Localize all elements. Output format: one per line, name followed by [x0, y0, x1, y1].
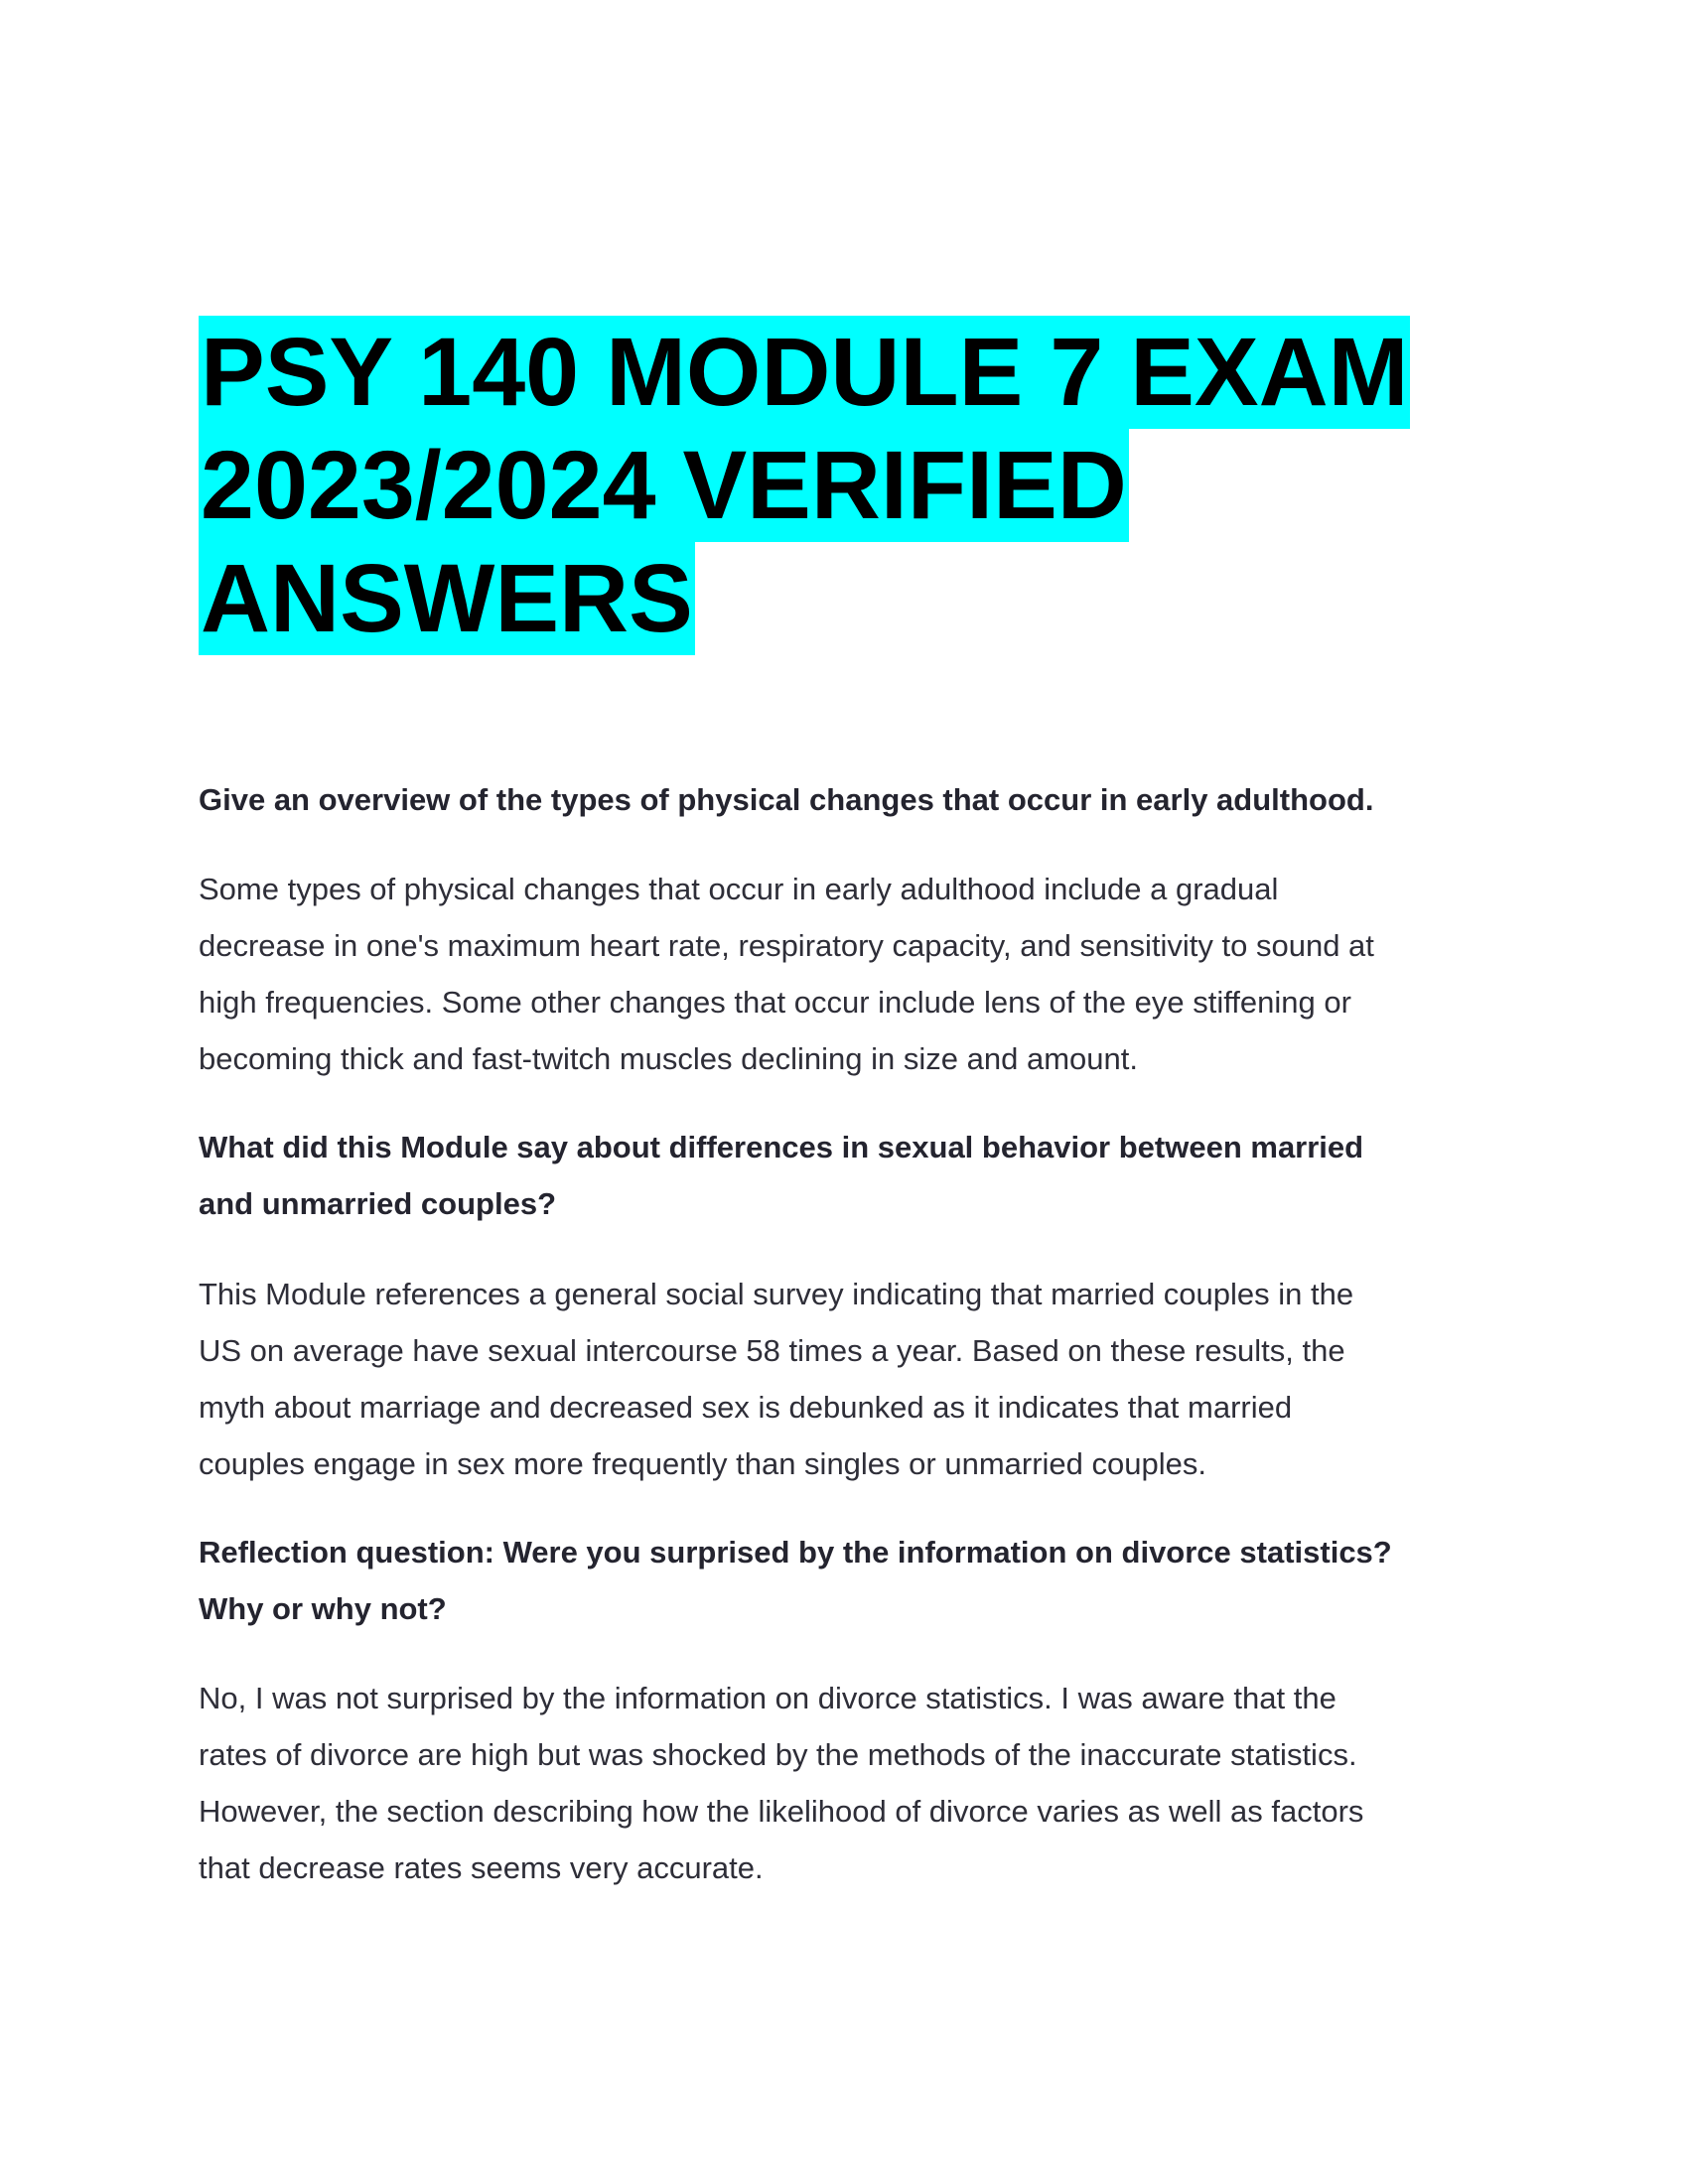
qa-item-2: [199, 1119, 1489, 1232]
answer-1-line-4: becoming thick and fast-twitch muscles declining in size and amount.: [199, 1041, 1138, 1076]
answer-1-line-2: decrease in one's maximum heart rate, respiratory capacity, and sensitivity to sound at: [199, 928, 1374, 963]
qa-item-3: [199, 1524, 1489, 1637]
answer-3-line-3: However, the section describing how the likelihood of divorce varies as well as factors: [199, 1794, 1364, 1829]
title-line-1: PSY 140 MODULE 7 EXAM: [199, 316, 1410, 429]
answer-1-line-1: Some types of physical changes that occur in early adulthood include a gradual: [199, 872, 1279, 906]
answer-2-line-3: myth about marriage and decreased sex is debunked as it indicates that married: [199, 1390, 1293, 1425]
question-2-line-2: and unmarried couples?: [199, 1186, 557, 1221]
document-title: [199, 316, 1489, 655]
answer-3: [199, 1670, 1489, 1896]
answer-2-line-1: This Module references a general social survey indicating that married couples in the: [199, 1277, 1354, 1311]
answer-2-line-4: couples engage in sex more frequently than singles or unmarried couples.: [199, 1446, 1206, 1481]
question-3-line-1: Reflection question: Were you surprised by the information on divorce statistics?: [199, 1535, 1392, 1570]
answer-3-line-4: that decrease rates seems very accurate.: [199, 1850, 764, 1885]
question-3-line-2: Why or why not?: [199, 1591, 447, 1626]
title-line-3: ANSWERS: [199, 542, 695, 655]
answer-2: [199, 1266, 1489, 1492]
question-1: Give an overview of the types of physical changes that occur in early adulthood.: [199, 782, 1374, 817]
answer-2-line-2: US on average have sexual intercourse 58 times a year. Based on these results, the: [199, 1333, 1345, 1368]
answer-3-line-1: No, I was not surprised by the information on divorce statistics. I was aware that the: [199, 1681, 1336, 1715]
answer-1: [199, 861, 1489, 1087]
answer-3-line-2: rates of divorce are high but was shocked by the methods of the inaccurate statistics.: [199, 1737, 1357, 1772]
question-2-line-1: What did this Module say about differences in sexual behavior between married: [199, 1130, 1364, 1164]
qa-item-1: [199, 771, 1489, 828]
title-line-2: 2023/2024 VERIFIED: [199, 429, 1129, 542]
answer-1-line-3: high frequencies. Some other changes that occur include lens of the eye stiffening or: [199, 985, 1351, 1020]
